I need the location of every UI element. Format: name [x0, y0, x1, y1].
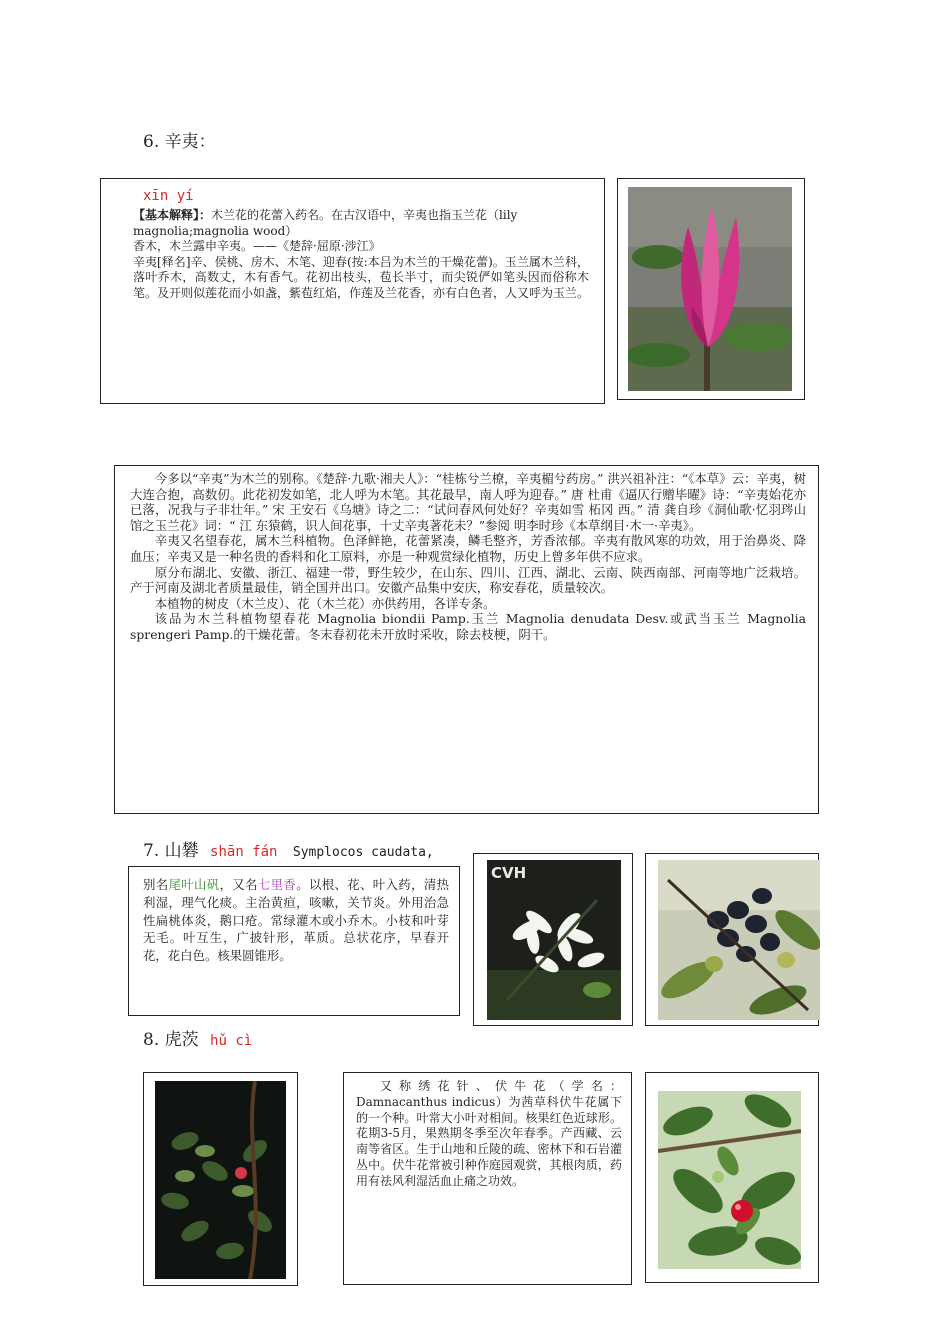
pinyin-huci: hǔ cì [210, 1033, 253, 1049]
text-mid: ，又名 [219, 877, 258, 892]
basic-definition-box [100, 178, 605, 404]
detail-paragraph: 辛夷又名望春花，属木兰科植物。色泽鲜艳，花蕾紧凑，鳞毛整齐，芳香浓郁。辛夷有散风寒的功效，用于治鼻炎、降血压；辛夷又是一种名贵的香料和化工原料，亦是一种观赏绿化植物，历史上曾多年供不应求。 [130, 533, 806, 564]
cvh-watermark: CVH [491, 864, 527, 882]
magnolia-photo [628, 187, 792, 391]
quote-line: 香木，木兰露申辛夷。——《楚辞·屈原·涉江》 [133, 239, 381, 254]
basic-label: 【基本解释】： [133, 208, 212, 222]
basic-definition-text [133, 208, 589, 302]
section-6-heading: 6. 辛夷： [143, 132, 216, 152]
shanfan-text [143, 876, 449, 965]
huci-text [356, 1079, 622, 1190]
section-8-heading [143, 1025, 252, 1050]
black-fruit-photo-frame [645, 853, 819, 1026]
xinyi-detail-box [114, 465, 819, 814]
pinyin-xinyi: xīn yí [143, 188, 194, 204]
alias-qilixiang: 七里香 [257, 877, 297, 892]
white-flower-photo [487, 860, 621, 1020]
detail-paragraph: 本植物的树皮（木兰皮）、花（木兰花）亦供药用，各详专条。 [154, 595, 496, 611]
xinyi-detail-text [130, 471, 806, 643]
section-7-heading [143, 836, 434, 861]
alias-weiye-shanfan: 尾叶山矾 [168, 877, 220, 892]
red-berry-photo-frame [645, 1072, 819, 1283]
text-post: 。以根、花、叶入药，清热利湿，理气化痰。主治黄疸，咳嗽，关节炎。外用治急性扁桃体炎，鹅口疮。常绿灌木或小乔木。小枝和叶芽无毛。叶互生，广披针形，革质。总状花序，早春开花，花白色。核果圆锥形。 [143, 877, 449, 964]
basic-text: 木兰花的花蕾入药名。在古汉语中，辛夷也指玉兰花（lily magnolia;magnolia wood） [133, 208, 518, 238]
pinyin-shanfan: shān fán [210, 844, 278, 860]
latin-name: Symplocos caudata, [292, 845, 434, 860]
detail-paragraph: 今多以“辛夷”为木兰的别称。《楚辞·九歌·湘夫人》：“桂栋兮兰橑，辛夷楣兮药房。” 洪兴祖补注：“《本草》云：辛夷，树大连合抱，高数仞。此花初发如笔，北人呼为木笔。其花最早，南人呼为迎春。” 唐 杜甫《逼仄行赠毕曜》诗：“辛夷始花亦已落，况我与子非壮年。” 宋 王安石《乌塘》诗之二：“试问春风何处好？辛夷如雪 柘冈 西。” 清 龚自珍《洞仙歌·忆羽琌山馆之玉兰花》词：“ 江 东猿鹤，识人间花事，十丈辛夷著花未？”参阅 明李时珍《本草纲目·木一·辛夷》。 [130, 471, 806, 533]
white-flower-photo-frame [473, 853, 633, 1026]
huci-paragraph: 又称绣花针、伏牛花（学名：Damnacanthus indicus）为茜草科伏牛花属下的一个种。叶常大小叶对相间。核果红色近球形。花期3-5月，果熟期冬季至次年春季。产西藏、云南等省区。生于山地和丘陵的疏、密林下和石岩灌丛中。伏牛花常被引种作庭园观赏，其根肉质，药用有祛风利湿活血止痛之功效。 [356, 1079, 622, 1188]
black-fruit-photo [658, 860, 820, 1020]
section-7-title: 7. 山礬 [143, 841, 199, 861]
huci-photo [155, 1081, 286, 1279]
huci-photo-frame [143, 1072, 298, 1286]
alias-text: 辛夷[释名]辛、侯桃、房木、木笔、迎春(按:本吕为木兰的干燥花蕾)。玉兰属木兰科，落叶乔木，高数丈，木有香气。花初出枝头，苞长半寸，而尖锐俨如笔头因而俗称木笔。及开则似莲花而小如盏，紫苞红焰，作莲及兰花香，亦有白色者，人又呼为玉兰。 [133, 254, 590, 300]
huci-text-box [343, 1072, 632, 1285]
section-8-title: 8. 虎茨 [143, 1030, 199, 1050]
detail-paragraph: 原分布湖北、安徽、浙江、福建一带，野生较少，在山东、四川、江西、湖北、云南、陕西南部、河南等地广泛栽培。产于河南及湖北者质量最佳，销全国并出口。安徽产品集中安庆，称安春花，质量较次。 [130, 564, 806, 596]
red-berry-photo [658, 1091, 801, 1269]
magnolia-photo-frame [617, 178, 805, 400]
shanfan-text-box [128, 866, 460, 1016]
text-pre: 别名 [143, 877, 169, 892]
detail-paragraph: 该品为木兰科植物望春花 Magnolia biondii Pamp.玉兰 Magnolia denudata Desv.或武当玉兰 Magnolia sprengeri Pamp.的干燥花蕾。冬末春初花未开放时采收，除去枝梗，阴干。 [130, 611, 806, 642]
